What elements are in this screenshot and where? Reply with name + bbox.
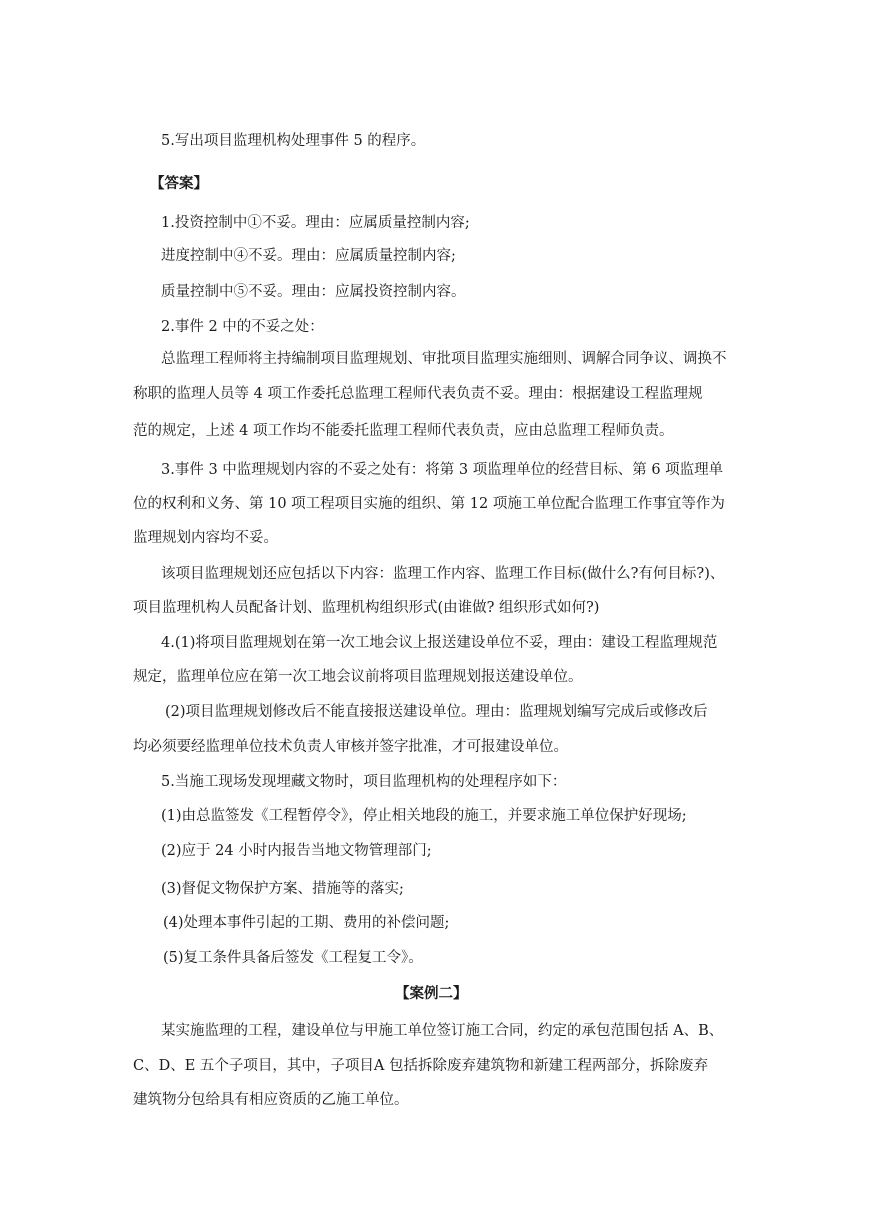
answer-4-line-1: 4.(1)将项目监理规划在第一次工地会议上报送建设单位不妥，理由：建设工程监理规范 — [161, 635, 718, 651]
case-2-line-2: C、D、E 五个子项目，其中，子项目A 包括拆除废弃建筑物和新建工程两部分，拆除废弃 — [133, 1058, 708, 1074]
answer-3-line-4: 该项目监理规划还应包括以下内容：监理工作内容、监理工作目标(做什么?有何目标?)、 — [161, 566, 725, 582]
answer-5-step-5: (5)复工条件具备后签发《工程复工令》。 — [163, 950, 423, 966]
answer-5-step-2: (2)应于 24 小时内报告当地文物管理部门; — [161, 843, 432, 859]
answer-1-line-2: 进度控制中④不妥。理由：应属质量控制内容; — [161, 248, 456, 264]
answer-1-line-3: 质量控制中⑤不妥。理由：应属投资控制内容。 — [161, 284, 466, 300]
answer-2-line-1: 总监理工程师将主持编制项目监理规划、审批项目监理实施细则、调解合同争议、调换不 — [161, 351, 727, 367]
answer-4-line-3: (2)项目监理规划修改后不能直接报送建设单位。理由：监理规划编写完成后或修改后 — [165, 704, 708, 720]
case-2-heading: 【案例二】 — [395, 986, 468, 1002]
answer-2-line-3: 范的规定，上述 4 项工作均不能委托监理工程师代表负责，应由总监理工程师负责。 — [133, 423, 674, 439]
answer-3-line-5: 项目监理机构人员配备计划、监理机构组织形式(由谁做? 组织形式如何?) — [133, 600, 600, 616]
answer-heading: 【答案】 — [150, 176, 208, 192]
answer-5-step-3: (3)督促文物保护方案、措施等的落实; — [161, 881, 404, 897]
answer-1-line-1: 1.投资控制中①不妥。理由：应属质量控制内容; — [161, 215, 470, 231]
answer-2-line-2: 称职的监理人员等 4 项工作委托总监理工程师代表负责不妥。理由：根据建设工程监理规 — [133, 386, 703, 402]
answer-5-title: 5.当施工现场发现埋藏文物时，项目监理机构的处理程序如下： — [161, 774, 567, 790]
answer-4-line-4: 均必须要经监理单位技术负责人审核并签字批准，才可报建设单位。 — [133, 739, 568, 755]
answer-3-line-3: 监理规划内容均不妥。 — [133, 530, 278, 546]
answer-3-line-1: 3.事件 3 中监理规划内容的不妥之处有：将第 3 项监理单位的经营目标、第 6 项监理单 — [161, 462, 724, 478]
answer-5-step-1: (1)由总监签发《工程暂停令》，停止相关地段的施工，并要求施工单位保护好现场; — [161, 808, 687, 824]
case-2-line-3: 建筑物分包给具有相应资质的乙施工单位。 — [133, 1092, 409, 1108]
answer-5-step-4: (4)处理本事件引起的工期、费用的补偿问题; — [163, 915, 450, 931]
answer-3-line-2: 位的权利和义务、第 10 项工程项目实施的组织、第 12 项施工单位配合监理工作事宜等作为 — [133, 496, 725, 512]
question-5: 5.写出项目监理机构处理事件 5 的程序。 — [161, 133, 426, 149]
answer-4-line-2: 规定，监理单位应在第一次工地会议前将项目监理规划报送建设单位。 — [133, 669, 583, 685]
case-2-line-1: 某实施监理的工程，建设单位与甲施工单位签订施工合同，约定的承包范围包括 A、B、 — [161, 1023, 724, 1039]
answer-2-title: 2.事件 2 中的不妥之处： — [161, 319, 324, 335]
